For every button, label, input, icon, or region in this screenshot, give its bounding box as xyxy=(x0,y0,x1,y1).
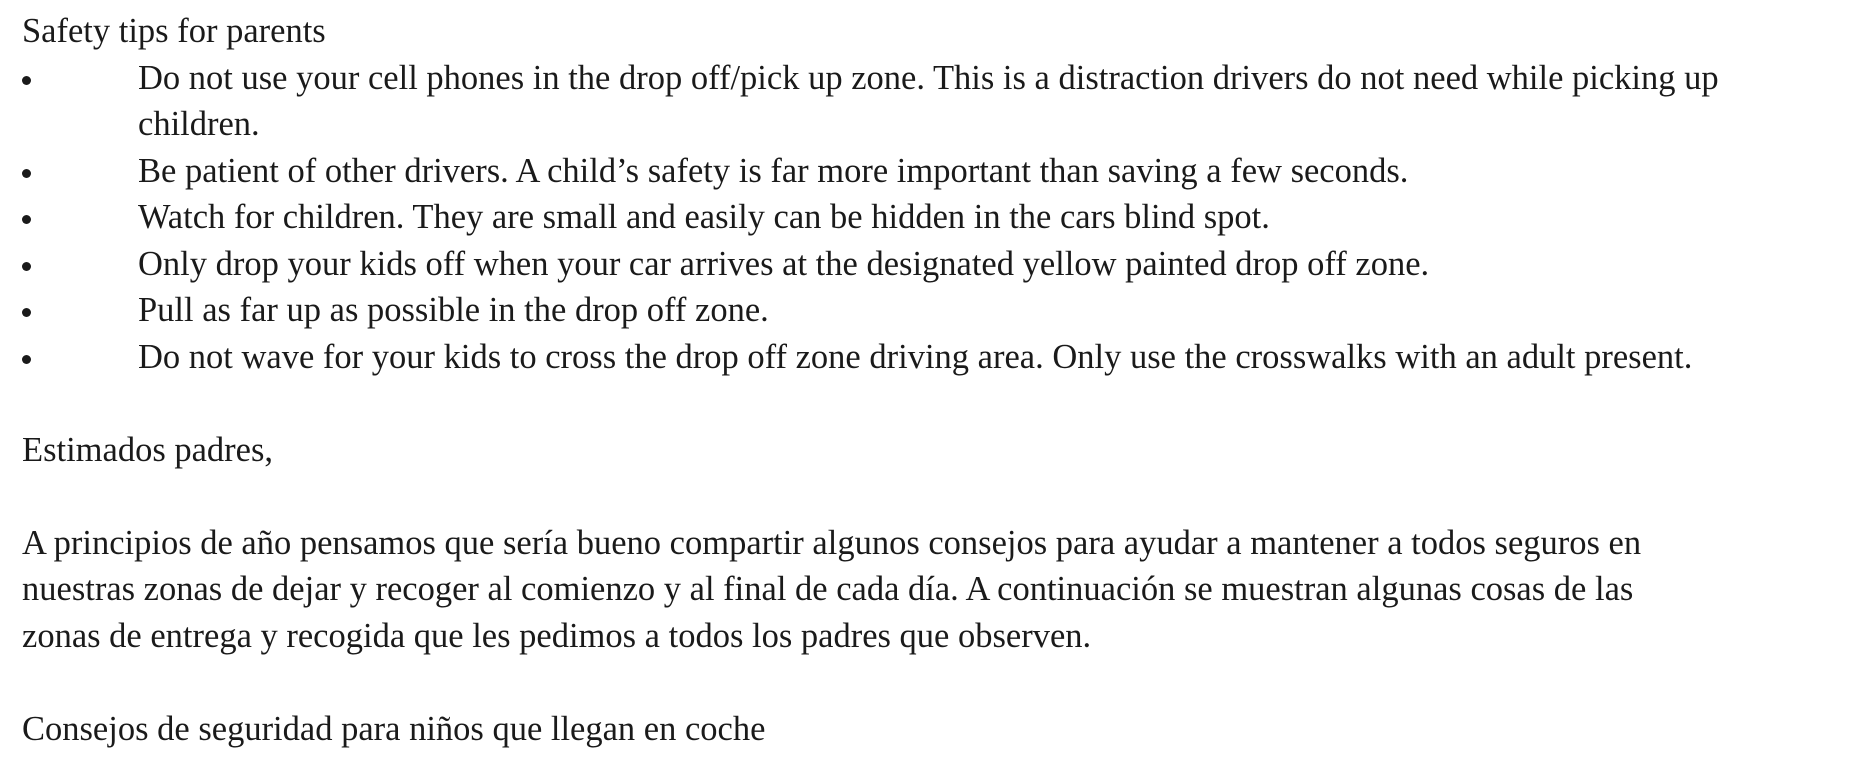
list-item xyxy=(22,55,1758,148)
spacer xyxy=(22,473,1842,520)
intro-paragraph: A principios de año pensamos que sería bueno compartir algunos consejos para ayudar a mantener a todos seguros en nuestras zonas de dejar y recoger al comienzo y al final de cada día. A continuación se muestran algunas cosas de las zonas de entrega y recogida que les pedimos a todos los padres que observen. xyxy=(22,523,1642,655)
tip-text: Watch for children. They are small and easily can be hidden in the cars blind spot. xyxy=(138,198,1270,236)
safety-tips-list xyxy=(22,55,1842,381)
greeting: Estimados padres, xyxy=(22,430,274,469)
section-title: Safety tips for parents xyxy=(22,12,326,50)
tip-text: Only drop your kids off when your car arrives at the designated yellow painted drop off zone. xyxy=(138,244,1430,283)
list-item xyxy=(22,334,1758,381)
tip-text: Pull as far up as possible in the drop off zone. xyxy=(138,291,769,329)
list-item xyxy=(22,148,1758,195)
tip-text: Do not wave for your kids to cross the drop off zone driving area. Only use the crosswalks with an adult present. xyxy=(138,337,1693,376)
list-item xyxy=(22,194,1758,241)
tip-text: Be patient of other drivers. A child’s safety is far more important than saving a few seconds. xyxy=(138,151,1409,190)
document-page xyxy=(22,8,1842,752)
bullet-icon xyxy=(22,262,31,271)
bullet-icon xyxy=(22,169,31,178)
spacer xyxy=(22,659,1842,706)
list-item xyxy=(22,241,1758,288)
list-item xyxy=(22,287,1758,334)
bullet-icon xyxy=(22,355,31,364)
spacer xyxy=(22,380,1842,427)
bullet-icon xyxy=(22,308,31,317)
tip-text: Do not use your cell phones in the drop off/pick up zone. This is a distraction drivers do not need while picking up children. xyxy=(138,58,1719,143)
bullet-icon xyxy=(22,76,31,85)
next-heading: Consejos de seguridad para niños que llegan en coche xyxy=(22,709,766,748)
bullet-icon xyxy=(22,215,31,224)
